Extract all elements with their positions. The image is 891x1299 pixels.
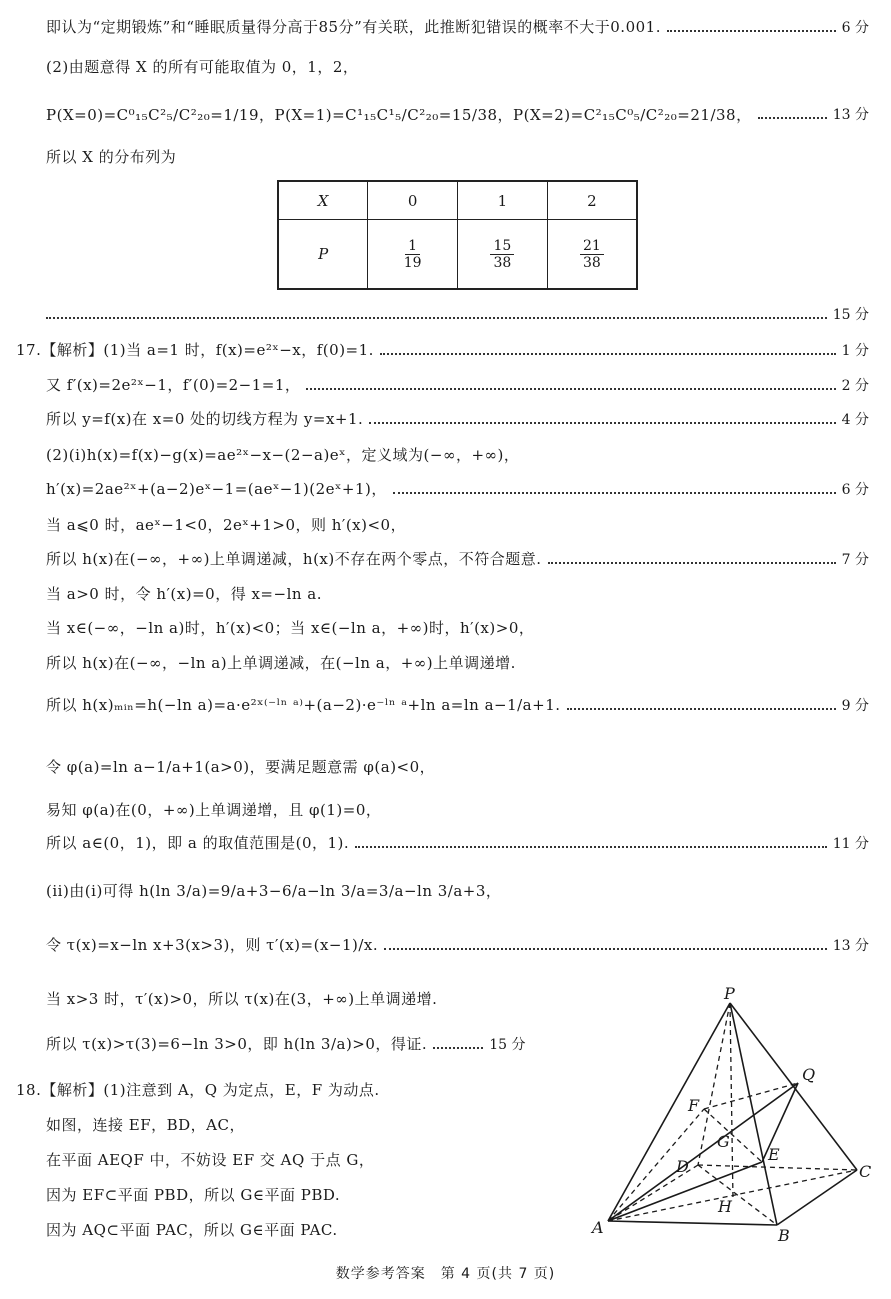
- leader-dots: [548, 562, 836, 564]
- score-label: 11 分: [832, 835, 869, 852]
- line-text: (2)(i)h(x)=f(x)−g(x)=ae²ˣ−x−(2−a)eˣ，定义域为(−∞，+∞)，: [46, 446, 520, 464]
- line-text: 所以 τ(x)>τ(3)=6−ln 3>0，即 h(ln 3/a)>0，得证.: [46, 1035, 428, 1053]
- leader-dots: [355, 846, 827, 848]
- answer-line: [46, 884, 869, 899]
- line-text: 所以 a∈(0，1)，即 a 的取值范围是(0，1).: [46, 834, 350, 852]
- line-text: 因为 EF⊂平面 PBD，所以 G∈平面 PBD.: [46, 1186, 341, 1204]
- leader-dots: [46, 317, 827, 319]
- table-cell: 1: [458, 181, 548, 220]
- line-text: 当 x>3 时，τ′(x)>0，所以 τ(x)在(3，+∞)上单调递增.: [46, 990, 438, 1008]
- line-text: 又 f′(x)=2e²ˣ−1，f′(0)=2−1=1，: [46, 376, 301, 394]
- line-text: 所以 h(x)ₘᵢₙ=h(−ln a)=a·e²ˣ⁽⁻ˡⁿ ᵃ⁾+(a−2)·e⁻ˡⁿ ᵃ+ln a=ln a−1/a+1.: [46, 696, 561, 714]
- line-text: 所以 h(x)在(−∞，−ln a)上单调递减，在(−ln a，+∞)上单调递增.: [46, 654, 516, 672]
- leader-dots: [393, 492, 836, 494]
- score-label: 15 分: [832, 307, 869, 323]
- fraction: $\frac{15}{38}$: [490, 238, 514, 271]
- answer-line: [46, 992, 591, 1007]
- label-c: C: [859, 1162, 872, 1181]
- line-text: 如图，连接 EF，BD，AC，: [46, 1116, 245, 1134]
- score-label: 2 分: [841, 377, 869, 394]
- answer-line: [46, 1037, 591, 1052]
- line-fe: [704, 1109, 762, 1162]
- leader-dots: [433, 1047, 483, 1049]
- answer-line: [46, 482, 869, 497]
- score-label: 9 分: [841, 697, 869, 714]
- line-text: (2)由题意得 X 的所有可能取值为 0，1，2，: [46, 58, 359, 76]
- edge-dc: [698, 1165, 857, 1170]
- label-g: G: [717, 1132, 730, 1151]
- label-q: Q: [802, 1065, 816, 1084]
- answer-line: [46, 1118, 591, 1133]
- fraction: $\frac{21}{38}$: [580, 238, 604, 271]
- answer-line: [46, 150, 869, 165]
- line-text: 令 φ(a)=ln a−1/a+1(a>0)，要满足题意需 φ(a)<0，: [46, 758, 436, 776]
- line-text: 17.【解析】(1)当 a=1 时，f(x)=e²ˣ−x，f(0)=1.: [16, 341, 374, 359]
- table-cell: 2: [547, 181, 637, 220]
- line-text: 当 x∈(−∞，−ln a)时，h′(x)<0；当 x∈(−ln a，+∞)时，h′(x)>0，: [46, 619, 535, 637]
- answer-line: [46, 308, 869, 322]
- answer-line: [46, 836, 869, 851]
- table-cell: 0: [368, 181, 458, 220]
- answer-line: [46, 1153, 591, 1168]
- table-row: [278, 181, 637, 220]
- answer-line: [46, 698, 869, 713]
- line-text: 18.【解析】(1)注意到 A，Q 为定点，E，F 为动点.: [16, 1081, 380, 1099]
- leader-dots: [384, 948, 827, 950]
- answer-line: [46, 760, 869, 775]
- answer-line: [46, 552, 869, 567]
- table-cell: [368, 220, 458, 289]
- label-b: B: [778, 1226, 790, 1245]
- answer-line: [46, 20, 869, 35]
- answer-line: [46, 803, 869, 818]
- line-text: P(X=0)=C⁰₁₅C²₅/C²₂₀=1/19，P(X=1)=C¹₁₅C¹₅/C²₂₀=15/38，P(X=2)=C²₁₅C⁰₅/C²₂₀=21/38，: [46, 105, 752, 124]
- line-text: 即认为“定期锻炼”和“睡眠质量得分高于85分”有关联，此推断犯错误的概率不大于0.001.: [46, 18, 661, 36]
- answer-line: [46, 412, 869, 427]
- leader-dots: [567, 708, 836, 710]
- pyramid-figure: [590, 985, 875, 1245]
- table-row: [278, 220, 637, 289]
- leader-dots: [667, 30, 836, 32]
- page-footer: 数学参考答案 第 4 页(共 7 页): [335, 1266, 556, 1282]
- line-text: 所以 X 的分布列为: [46, 148, 177, 166]
- label-f: F: [688, 1096, 700, 1115]
- score-label: 13 分: [832, 937, 869, 954]
- score-label: 7 分: [841, 551, 869, 568]
- label-d: D: [676, 1157, 689, 1176]
- score-label: 6 分: [841, 481, 869, 498]
- score-label: 15 分: [489, 1036, 526, 1053]
- answer-line: [46, 448, 869, 463]
- score-label: 4 分: [841, 411, 869, 428]
- line-text: h′(x)=2ae²ˣ+(a−2)eˣ−1=(aeˣ−1)(2eˣ+1)，: [46, 480, 387, 498]
- score-label: 1 分: [841, 342, 869, 359]
- answer-line: [46, 1223, 591, 1238]
- fraction: $\frac{1}{19}$: [403, 237, 422, 271]
- leader-dots: [380, 353, 836, 355]
- answer-line: [16, 1083, 591, 1098]
- answer-line: [46, 656, 869, 671]
- label-p: P: [724, 985, 735, 1003]
- answer-line: [46, 1188, 591, 1203]
- table-header-p: P: [278, 220, 368, 289]
- score-label: 6 分: [841, 19, 869, 36]
- answer-line: [16, 343, 869, 358]
- table-header-x: X: [278, 181, 368, 220]
- label-h: H: [718, 1197, 732, 1216]
- answer-line: [46, 60, 869, 75]
- answer-line: [46, 938, 869, 953]
- line-text: 易知 φ(a)在(0，+∞)上单调递增，且 φ(1)=0，: [46, 801, 382, 819]
- distribution-table: [277, 180, 638, 290]
- line-db: [698, 1165, 777, 1225]
- edge-pa: [608, 1003, 730, 1221]
- score-label: 13 分: [832, 107, 869, 123]
- label-e: E: [768, 1145, 780, 1164]
- label-a: A: [592, 1218, 604, 1237]
- answer-line: [46, 378, 869, 393]
- answer-line: [46, 621, 869, 636]
- leader-dots: [306, 388, 835, 390]
- leader-dots: [369, 422, 835, 424]
- line-text: 所以 y=f(x)在 x=0 处的切线方程为 y=x+1.: [46, 410, 364, 428]
- line-text: 当 a⩽0 时，aeˣ−1<0，2eˣ+1>0，则 h′(x)<0，: [46, 516, 407, 534]
- line-text: (ii)由(i)可得 h(ln 3/a)=9/a+3−6/a−ln 3/a=3/a−ln 3/a+3，: [46, 882, 502, 900]
- line-text: 令 τ(x)=x−ln x+3(x>3)，则 τ′(x)=(x−1)/x.: [46, 936, 379, 954]
- leader-dots: [758, 117, 827, 119]
- edge-bc: [777, 1170, 857, 1225]
- line-text: 当 a>0 时，令 h′(x)=0，得 x=−ln a.: [46, 585, 323, 603]
- line-text: 因为 AQ⊂平面 PAC，所以 G∈平面 PAC.: [46, 1221, 338, 1239]
- answer-line: [46, 100, 869, 130]
- table-cell: [458, 220, 548, 289]
- edge-ab: [608, 1221, 777, 1225]
- line-text: 在平面 AEQF 中，不妨设 EF 交 AQ 于点 G，: [46, 1151, 375, 1169]
- table-cell: [547, 220, 637, 289]
- line-text: 所以 h(x)在(−∞，+∞)上单调递减，h(x)不存在两个零点，不符合题意.: [46, 550, 542, 568]
- answer-line: [46, 518, 869, 533]
- answer-line: [46, 587, 869, 602]
